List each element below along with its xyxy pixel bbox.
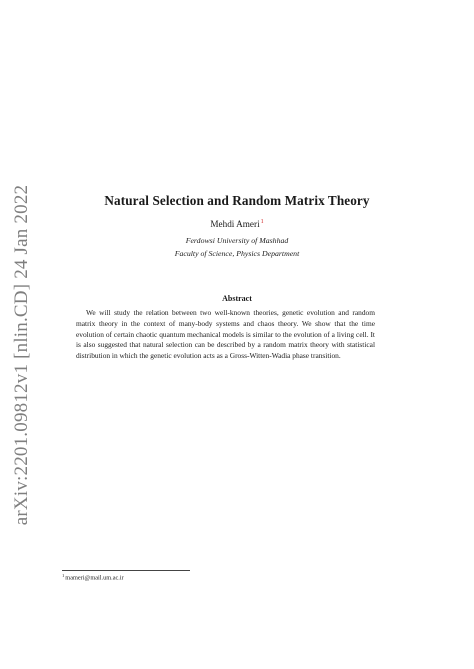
arxiv-identifier: arXiv:2201.09812v1 [nlin.CD] 24 Jan 2022 bbox=[11, 184, 33, 526]
author-name: Mehdi Ameri bbox=[210, 219, 260, 229]
abstract-heading: Abstract bbox=[222, 294, 252, 303]
author-line bbox=[0, 219, 474, 229]
footnote-divider bbox=[62, 570, 190, 571]
affiliation-university: Ferdowsi University of Mashhad bbox=[185, 236, 289, 245]
paper-title: Natural Selection and Random Matrix Theory bbox=[104, 193, 370, 208]
abstract-text: We will study the relation between two well-known theories, genetic evolution and random matrix theory in the context of many-body systems and chaos theory. We show that the time evolution of certain chaotic quantum mechanical models is similar to the evolution of a living cell. It is also suggested that natural selection can be described by a random matrix theory with statistical distribution in which the genetic evolution acts as a Gross-Witten-Wadia phase transition. bbox=[76, 308, 375, 361]
footnote-marker: 1 bbox=[62, 573, 65, 578]
footnote-email: mameri@mail.um.ac.ir bbox=[65, 574, 124, 582]
author-footnote-marker[interactable]: 1 bbox=[260, 219, 264, 225]
affiliation-department: Faculty of Science, Physics Department bbox=[174, 249, 300, 258]
footnote bbox=[62, 573, 124, 582]
